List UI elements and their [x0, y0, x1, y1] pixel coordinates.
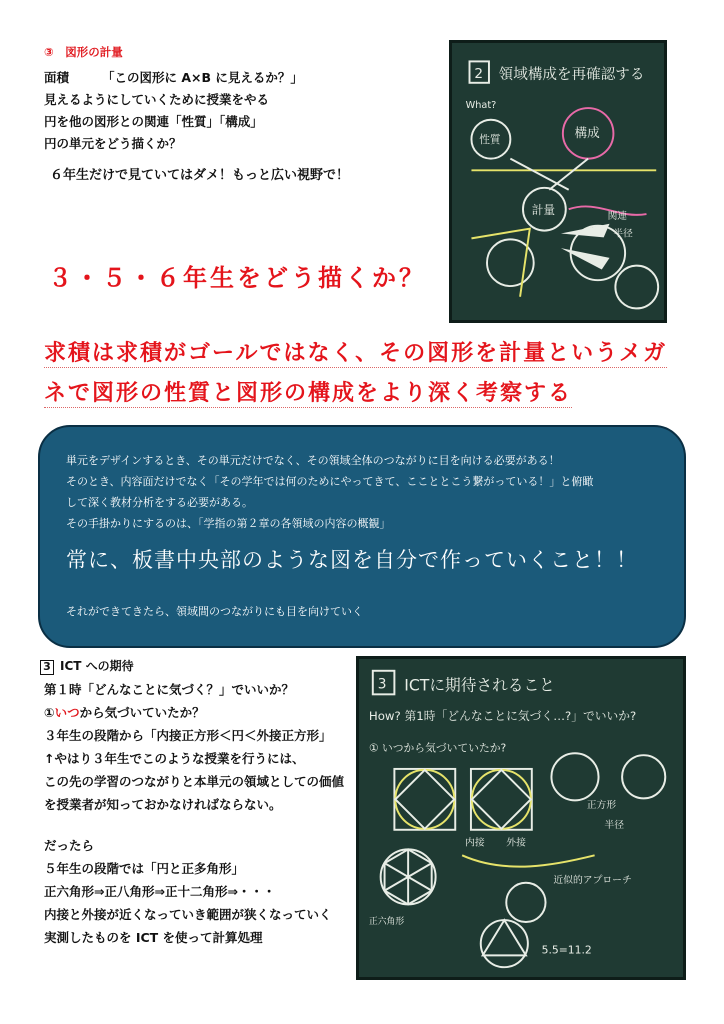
text-line: 円の単元をどう描くか？ — [44, 136, 182, 151]
board2-word-calc: 5.5=11.2 — [541, 943, 592, 957]
ict-number-box: 3 — [40, 660, 54, 675]
area-label: 面積 — [44, 70, 70, 85]
board2-line: How? 第1時「どんなことに気づく…?」でいいか? — [368, 708, 637, 723]
callout-line: その手掛かりにするのは、「学指の第２章の各領域の内容の概観」 — [66, 517, 391, 530]
text-line: ↑やはり３年生でこのような授業を行うには、 — [44, 751, 305, 766]
board2-word-naisetsu: 内接 — [465, 837, 485, 849]
board1-num: 2 — [474, 65, 484, 82]
blackboard-drawing-2 — [359, 659, 683, 977]
text-line-emphasis: ６年生だけで見ていてはダメ！もっと広い視野で！ — [50, 168, 350, 183]
text-line: ３年生の段階から「内接正方形＜円＜外接正方形」 — [44, 728, 332, 743]
board1-word-keiryou: 計量 — [531, 203, 556, 218]
text-line: 第１時「どんなことに気づく？」でいいか？ — [44, 682, 295, 697]
blackboard-photo-1 — [449, 40, 667, 323]
callout-emphasis: 常に、板書中央部のような図を自分で作っていくこと！！ — [66, 548, 638, 572]
text-line — [44, 705, 205, 721]
text-line: 正六角形⇒正八角形⇒正十二角形⇒・・・ — [44, 884, 276, 899]
board2-word-gaisetsu: 外接 — [506, 837, 526, 849]
board1-word-hankei: 半径 — [613, 228, 633, 240]
blackboard-drawing-1 — [452, 43, 664, 320]
board2-word-square: 正方形 — [586, 800, 617, 812]
board1-word-kanren: 関連 — [607, 210, 628, 222]
board2-word-approach: 近似的アプローチ — [553, 874, 632, 886]
board1-word-seishitsu: 性質 — [479, 133, 501, 147]
text-line: 実測したものを ICT を使って計算処理 — [44, 930, 263, 945]
board2-sub: ① いつから気づいていたか? — [368, 741, 507, 755]
callout-line: して深く教材分析をする必要がある。 — [66, 496, 253, 509]
board1-word-what: What? — [465, 100, 497, 112]
headline-grades: ３・５・６年生をどう描くか？ — [48, 263, 426, 292]
ict-heading-text: ICT への期待 — [60, 659, 134, 673]
headline-main-line1: 求積は求積がゴールではなく、その図形を計量というメガ — [44, 336, 667, 368]
ict-heading — [40, 658, 134, 675]
callout-line: そのとき、内容面だけでなく「その学年では何のためにやってきて、ここととこう繋がっている！」と俯瞰 — [66, 475, 594, 488]
text-highlight: いつ — [54, 705, 80, 720]
text-prefix: ① — [44, 705, 55, 720]
blackboard-photo-2 — [356, 656, 686, 980]
board2-title: ICTに期待されること — [404, 675, 555, 695]
text-suffix: から気づいていたか？ — [79, 705, 205, 720]
text-line: この先の学習のつながりと本単元の領域としての価値 — [44, 774, 345, 789]
board2-word-hexagon: 正六角形 — [368, 917, 405, 927]
headline-main-line2: ネで図形の性質と図形の構成をより深く考察する — [44, 376, 572, 408]
board1-word-kousei: 構成 — [574, 125, 600, 141]
text-line: を授業者が知っておかなければならない。 — [44, 797, 282, 812]
text-line: 見えるようにしていくために授業をやる — [44, 92, 270, 107]
board2-word-radius: 半径 — [604, 819, 625, 831]
section-heading: ③ 図形の計量 — [44, 45, 123, 59]
text-line: 内接と外接が近くなっていき範囲が狭くなっていく — [44, 907, 332, 922]
text-line: ５年生の段階では「円と正多角形」 — [44, 861, 245, 876]
board2-num: 3 — [377, 676, 387, 693]
callout-box — [38, 425, 686, 648]
board1-title: 領域構成を再確認する — [498, 65, 645, 83]
area-quote: 「この図形に A×B に見えるか？」 — [102, 70, 303, 85]
text-line: だったら — [44, 838, 95, 853]
callout-line: それができてきたら、領域間のつながりにも目を向けていく — [66, 605, 363, 618]
text-line: 円を他の図形との関連「性質」「構成」 — [44, 114, 263, 129]
callout-line: 単元をデザインするとき、その単元だけでなく、その領域全体のつながりに目を向ける必要がある！ — [66, 454, 560, 467]
